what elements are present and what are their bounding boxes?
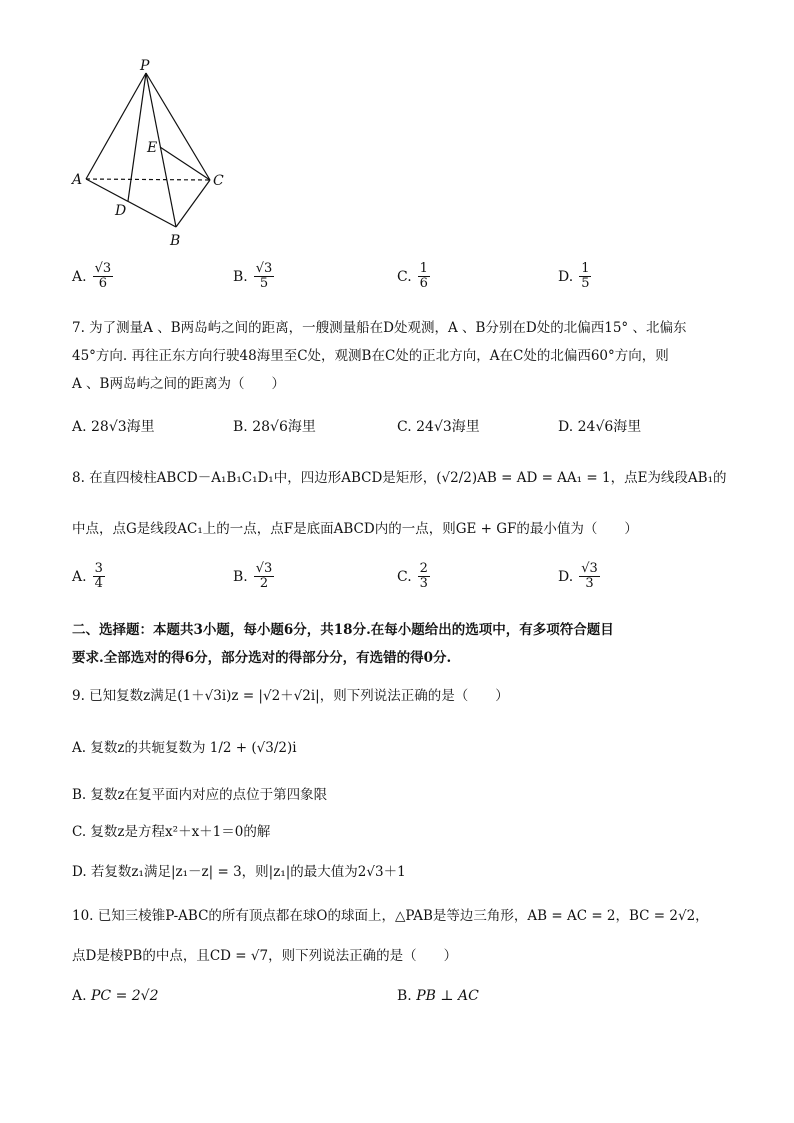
q10-option-b[interactable]: B. PB ⊥ AC <box>397 988 479 1004</box>
q6-option-c[interactable]: C. $\frac{1}{6}$ <box>397 261 428 292</box>
q7-stem-line2: 45°方向. 再往正东方向行驶48海里至C处，观测B在C处的正北方向，A在C处的北偏西60°方向，则 <box>72 348 669 364</box>
q9-stem: 9. 已知复数z满足(1＋√3i)z = |√2＋√2i|，则下列说法正确的是（ ） <box>72 688 509 704</box>
q7-option-d[interactable]: D. 24√6海里 <box>558 419 642 435</box>
q7-stem-line1: 7. 为了测量A 、B两岛屿之间的距离，一艘测量船在D处观测，A 、B分别在D处的北偏西15° 、北偏东 <box>72 320 687 336</box>
q8-stem-line2: 中点，点G是线段AC₁上的一点，点F是底面ABCD内的一点，则GE + GF的最小值为（ ） <box>72 521 638 537</box>
q10-option-a[interactable]: A. PC = 2√2 <box>72 988 159 1004</box>
label-E: E <box>147 140 158 156</box>
q6-option-b[interactable]: B. $\frac{√3}{5}$ <box>233 261 273 292</box>
q9-option-a[interactable]: A. 复数z的共轭复数为 1/2 + (√3/2)i <box>72 740 297 756</box>
label-A: A <box>72 172 83 188</box>
label-D: D <box>115 203 127 219</box>
q9-option-c[interactable]: C. 复数z是方程x²＋x＋1＝0的解 <box>72 824 271 840</box>
q6-option-a[interactable]: A. $\frac{√3}{6}$ <box>72 261 112 292</box>
q7-option-b[interactable]: B. 28√6海里 <box>233 419 316 435</box>
q8-option-c[interactable]: C. $\frac{2}{3}$ <box>397 561 428 592</box>
q7-option-c[interactable]: C. 24√3海里 <box>397 419 480 435</box>
q6-option-d[interactable]: D. $\frac{1}{5}$ <box>558 261 590 292</box>
q7-stem-line3: A 、B两岛屿之间的距离为（ ） <box>72 376 285 392</box>
q7-option-a[interactable]: A. 28√3海里 <box>72 419 155 435</box>
q8-option-b[interactable]: B. $\frac{√3}{2}$ <box>233 561 273 592</box>
q9-option-b[interactable]: B. 复数z在复平面内对应的点位于第四象限 <box>72 787 328 803</box>
tetrahedron-figure <box>60 55 250 250</box>
label-P: P <box>140 58 150 74</box>
label-B: B <box>170 233 181 249</box>
q8-option-a[interactable]: A. $\frac{3}{4}$ <box>72 561 103 592</box>
q8-option-d[interactable]: D. $\frac{√3}{3}$ <box>558 561 598 592</box>
q8-stem-line1: 8. 在直四棱柱ABCD－A₁B₁C₁D₁中，四边形ABCD是矩形，(√2/2)AB = AD = AA₁ = 1，点E为线段AB₁的 <box>72 470 727 486</box>
q10-stem-line1: 10. 已知三棱锥P-ABC的所有顶点都在球O的球面上，△PAB是等边三角形，AB = AC = 2，BC = 2√2， <box>72 908 709 924</box>
q10-stem-line2: 点D是棱PB的中点，且CD = √7，则下列说法正确的是（ ） <box>72 948 458 964</box>
q9-option-d[interactable]: D. 若复数z₁满足|z₁－z| = 3，则|z₁|的最大值为2√3＋1 <box>72 864 406 880</box>
section2-heading-line1: 二、选择题：本题共3小题，每小题6分，共18分.在每小题给出的选项中，有多项符合题目 <box>72 622 614 638</box>
section2-heading-line2: 要求.全部选对的得6分，部分选对的得部分分，有选错的得0分. <box>72 650 452 666</box>
label-C: C <box>213 173 224 189</box>
